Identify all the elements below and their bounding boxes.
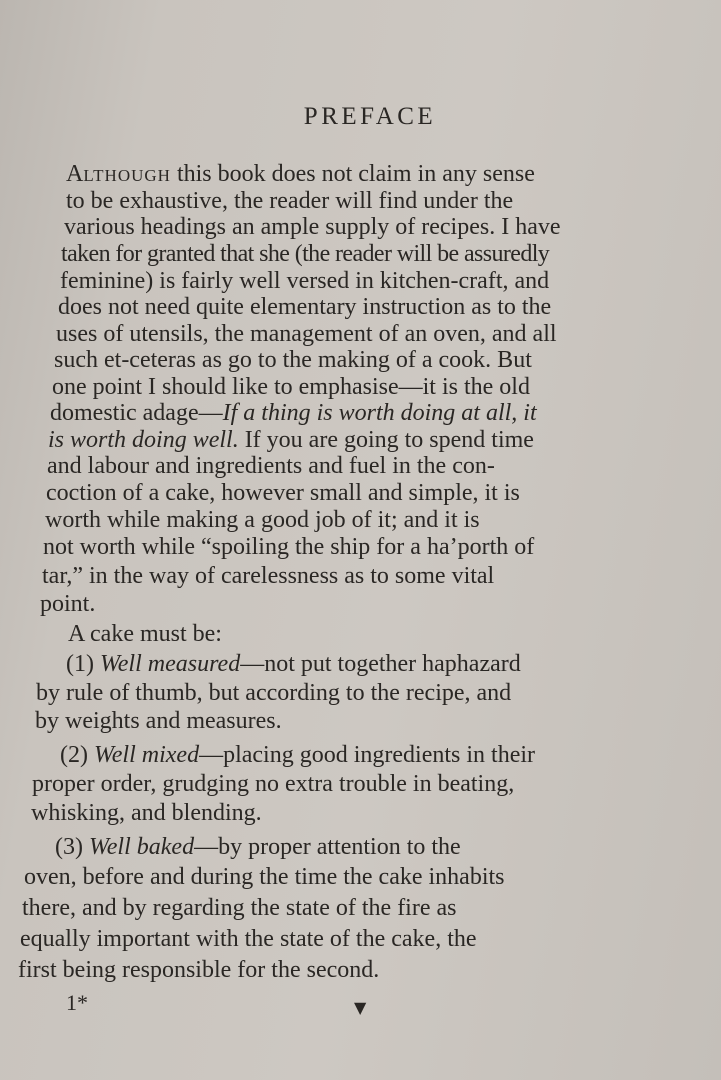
rule-text: —by proper attention to the [194, 834, 461, 860]
rule-number: (1) [66, 651, 94, 677]
paragraph-line-text: this book does not claim in any sense [170, 161, 535, 187]
signature-mark: 1* [66, 990, 88, 1015]
paragraph-line [50, 399, 537, 427]
rule-line: there, and by regarding the state of the fire as [22, 895, 457, 921]
paragraph-line: taken for granted that she (the reader will be assuredly [61, 241, 550, 267]
paragraph-line: to be exhaustive, the reader will find under the [66, 188, 514, 214]
rule-number: (3) [55, 834, 83, 860]
rule-line: first being responsible for the second. [18, 957, 380, 983]
printer-mark-icon: ▼ [354, 998, 367, 1017]
paragraph-line: various headings an ample supply of recipes. I have [64, 214, 561, 240]
paragraph-line: point. [40, 591, 96, 617]
rule-line: whisking, and blending. [31, 800, 262, 826]
drop-word-first: A [66, 161, 84, 187]
rule-text: —placing good ingredients in their [199, 742, 536, 768]
paragraph-line: and labour and ingredients and fuel in the con- [47, 453, 495, 479]
rule-text: —not put together haphazard [240, 651, 521, 677]
page-title: PREFACE [303, 103, 437, 130]
paragraph-line: worth while making a good job of it; and it is [45, 507, 480, 533]
paragraph-line: coction of a cake, however small and simple, it is [46, 480, 520, 506]
cake-intro: A cake must be: [68, 621, 222, 647]
paragraph-line: not worth while “spoiling the ship for a ha’porth of [43, 534, 535, 560]
adage-lead: domestic adage— [50, 400, 223, 426]
paragraph-line [48, 426, 534, 454]
adage-italic-end: is worth doing well. [48, 427, 239, 453]
rule-title: Well mixed [93, 742, 200, 768]
paragraph-line: such et-ceteras as go to the making of a cook. But [54, 347, 532, 373]
paragraph-line: tar,” in the way of carelessness as to some vital [42, 563, 495, 589]
paragraph-line: does not need quite elementary instruction as to the [58, 294, 552, 320]
rule-line: by rule of thumb, but according to the recipe, and [36, 680, 512, 706]
rule-line [60, 741, 535, 769]
rule-number: (2) [60, 742, 88, 768]
paragraph-line [66, 160, 535, 190]
rule-line [55, 833, 461, 861]
rule-line: proper order, grudging no extra trouble in beating, [32, 771, 515, 797]
rule-line: equally important with the state of the cake, the [20, 926, 477, 952]
rule-title: Well baked [88, 834, 195, 860]
rule-line: by weights and measures. [35, 708, 282, 734]
paragraph-line: uses of utensils, the management of an oven, and all [56, 321, 557, 347]
paragraph-line-text: If you are going to spend time [238, 427, 534, 453]
rule-line: oven, before and during the time the cake inhabits [24, 864, 505, 890]
adage-italic: If a thing is worth doing at all, it [222, 400, 537, 426]
drop-word-rest: LTHOUGH [83, 166, 171, 185]
rule-line [66, 650, 521, 678]
rule-title: Well measured [99, 651, 241, 677]
paragraph-line: one point I should like to emphasise—it is the old [52, 374, 530, 400]
paragraph-line: feminine) is fairly well versed in kitchen-craft, and [60, 268, 550, 294]
